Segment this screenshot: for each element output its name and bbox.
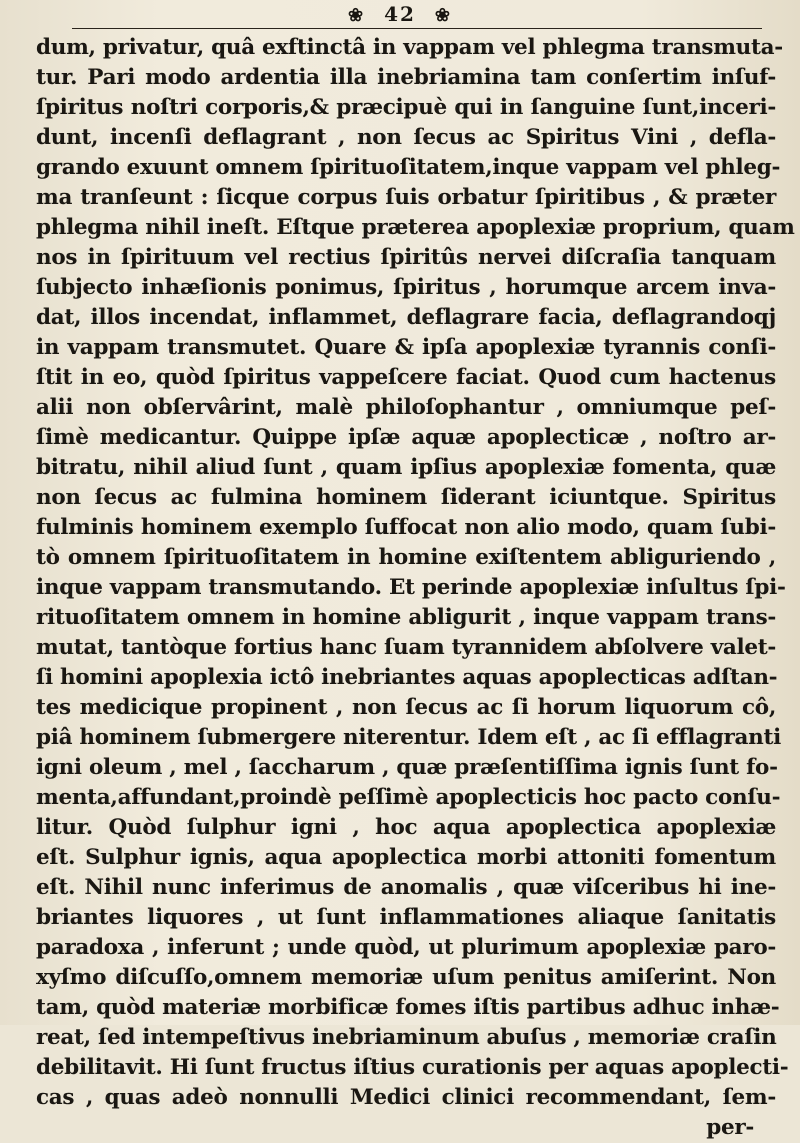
text-line: ſtit in eo, quòd ſpiritus vappeſcere faciat. Quod cum hactenus (36, 365, 776, 390)
page-header (0, 2, 800, 28)
text-line: phlegma nihil ineſt. Eſtque præterea apoplexiæ proprium, quam (36, 215, 795, 240)
text-line: fulminis hominem exemplo ſuffocat non alio modo, quam ſubi- (36, 515, 776, 540)
text-line: ma tranſeunt : ſicque corpus ſuis orbatur ſpiritibus , & præter (36, 185, 776, 210)
text-line: reat, ſed intempeſtivus inebriaminum abuſus , memoriæ craſin (36, 1025, 777, 1050)
text-line: cas , quas adeò nonnulli Medici clinici recommendant, ſem- (36, 1085, 776, 1110)
text-line: tur. Pari modo ardentia illa inebriamina tam conſertim inſuf- (36, 65, 776, 90)
text-line: in vappam transmutet. Quare & ipſa apoplexiæ tyrannis conſi- (36, 335, 776, 360)
text-line: ſi homini apoplexia ictô inebriantes aquas apoplecticas adſtan- (36, 665, 778, 690)
text-line: dum, privatur, quâ exftinctâ in vappam vel phlegma transmuta- (36, 35, 783, 60)
text-line: ſpiritus noſtri corporis,& præcipuè qui in ſanguine ſunt,inceri- (36, 95, 776, 120)
text-line: litur. Quòd ſulphur igni , hoc aqua apoplectica apoplexiæ (36, 815, 776, 840)
text-line: alii non obſervârint, malè philoſophantur , omniumque peſ- (36, 395, 776, 420)
text-line: ſubjecto inhæſionis ponimus, ſpiritus , horumque arcem inva- (36, 275, 776, 300)
text-line: paradoxa , inferunt ; unde quòd, ut plurimum apoplexiæ paro- (36, 935, 776, 960)
text-line: bitratu, nihil aliud ſunt , quam ipſius apoplexiæ fomenta, quæ (36, 455, 776, 480)
body-text (36, 33, 795, 1143)
header-rule (72, 28, 762, 29)
text-line: debilitavit. Hi ſunt fructus iſtius curationis per aquas apoplecti- (36, 1055, 789, 1080)
text-line: grando exuunt omnem ſpirituoſitatem,inque vappam vel phleg- (36, 155, 781, 180)
text-line: tò omnem ſpirituoſitatem in homine exiſtentem abliguriendo , (36, 545, 776, 570)
text-line: ſimè medicantur. Quippe ipſæ aquæ apoplecticæ , noſtro ar- (36, 425, 776, 450)
text-line: tes medicique propinent , non ſecus ac ſi horum liquorum cô, (36, 695, 776, 720)
ornament-right-icon: ❀ (434, 5, 452, 26)
text-line: nos in ſpirituum vel rectius ſpiritûs nervei diſcraſia tanquam (36, 245, 776, 270)
text-line: eſt. Sulphur ignis, aqua apoplectica morbi attoniti fomentum (36, 845, 776, 870)
text-line: per- (706, 1115, 754, 1140)
text-line: mutat, tantòque fortius hanc ſuam tyrannidem abſolvere valet- (36, 635, 777, 660)
text-line: xyſmo diſcuſſo,omnem memoriæ uſum penitus amiſerint. Non (36, 965, 776, 990)
text-line: menta,affundant,proindè peſſimè apoplecticis hoc pacto conſu- (36, 785, 781, 810)
text-line: piâ hominem ſubmergere niterentur. Idem eſt , ac ſi efflagranti (36, 725, 781, 750)
text-line: inque vappam transmutando. Et perinde apoplexiæ inſultus ſpi- (36, 575, 786, 600)
ornament-left-icon: ❀ (348, 5, 366, 26)
text-line: eſt. Nihil nunc inferimus de anomalis , quæ viſceribus hi ine- (36, 875, 776, 900)
text-line: non ſecus ac fulmina hominem ſiderant iciuntque. Spiritus (36, 485, 776, 510)
text-line: dunt, incenſi deflagrant , non ſecus ac Spiritus Vini , defla- (36, 125, 776, 150)
text-line: tam, quòd materiæ morbificæ fomes iſtis partibus adhuc inhæ- (36, 995, 780, 1020)
page-number: 42 (384, 2, 416, 26)
text-line: briantes liquores , ut ſunt inflammationes aliaque ſanitatis (36, 905, 776, 930)
text-line: rituoſitatem omnem in homine abligurit , inque vappam trans- (36, 605, 776, 630)
text-line: igni oleum , mel , ſaccharum , quæ præſentiſſima ignis ſunt fo- (36, 755, 778, 780)
text-line: dat, illos incendat, inflammet, deflagrare facia, deflagrandoqj (36, 305, 776, 330)
